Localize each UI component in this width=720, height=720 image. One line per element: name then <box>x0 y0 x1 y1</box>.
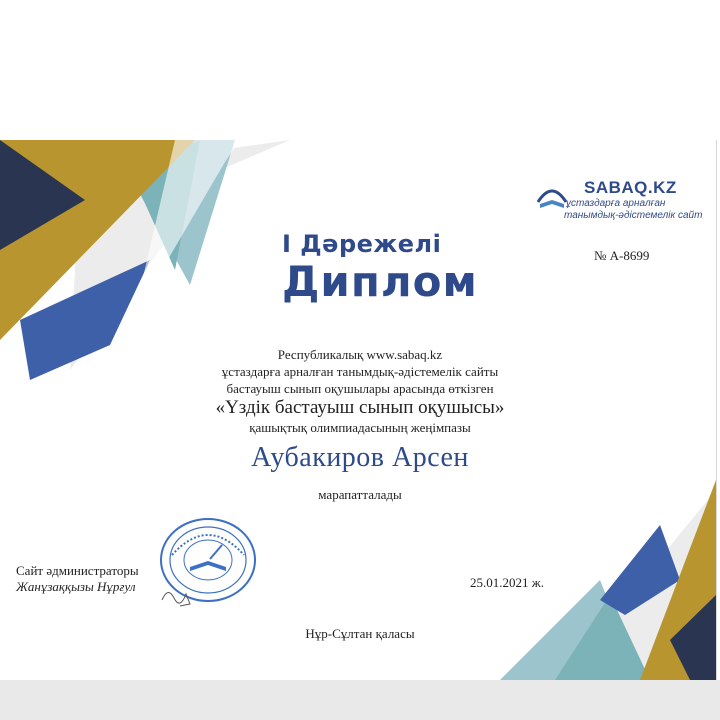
administrator-role: Сайт әдминистраторы <box>16 563 139 578</box>
logo-subtitle-line1: ұстаздарға арналған <box>566 198 666 209</box>
sabaq-logo <box>534 178 714 228</box>
signature-mark <box>158 580 198 610</box>
logo-subtitle-line2: танымдық-әдістемелік сайт <box>564 210 703 221</box>
recipient-name: Аубакиров Арсен <box>251 442 469 473</box>
issue-date: 25.01.2021 ж. <box>470 575 544 590</box>
diploma-title: Диплом <box>282 257 478 306</box>
diploma-sheet <box>0 140 717 680</box>
administrator-block <box>16 563 139 595</box>
diploma-degree: І Дәрежелі <box>282 230 442 258</box>
body-line-5: қашықтық олимпиадасының жеңімпазы <box>249 420 471 435</box>
top-margin <box>0 0 720 140</box>
body-line-3: бастауыш сынып оқушылары арасында өткізген <box>226 381 494 396</box>
awarded-text: марапатталады <box>318 487 402 502</box>
body-line-1: Республикалық www.sabaq.kz <box>277 347 443 362</box>
diploma-body <box>180 346 540 436</box>
contest-name: «Үздік бастауыш сынып оқушысы» <box>215 397 505 418</box>
open-book-icon <box>534 182 570 212</box>
bottom-margin <box>0 680 720 720</box>
body-line-2: ұстаздарға арналған танымдық-әдістемелік сайты <box>221 364 499 379</box>
administrator-name: Жанұзаққызы Нұрғул <box>16 579 136 594</box>
diploma-number: № А-8699 <box>594 248 650 263</box>
logo-title: SABAQ.KZ <box>584 178 677 197</box>
issue-city: Нұр-Сұлтан қаласы <box>305 626 415 641</box>
